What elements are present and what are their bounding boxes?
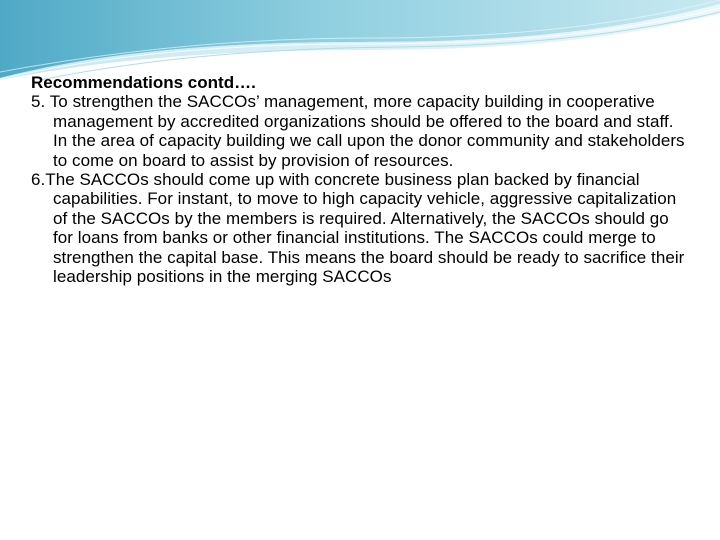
header-wave-decoration bbox=[0, 0, 720, 80]
recommendation-6: 6.The SACCOs should come up with concrete business plan backed by financial capabilities. For instant, to move to high capacity vehicle, aggressive capitalization of the SACCOs by the members is required. Alternatively, the SACCOs should go for loans from banks or other financial institutions. The SACCOs could merge to strengthen the capital base. This means the board should be ready to sacrifice their leadership positions in the merging SACCOs bbox=[31, 170, 685, 287]
wave-band-dark bbox=[0, 0, 720, 78]
slide-body bbox=[31, 73, 691, 286]
slide-heading: Recommendations contd…. bbox=[31, 73, 256, 92]
recommendation-5: 5. To strengthen the SACCOs’ management, more capacity building in cooperative management by accredited organizations should be offered to the board and staff. In the area of capacity building we call upon the donor community and stakeholders to come on board to assist by provision of resources. bbox=[31, 92, 685, 170]
